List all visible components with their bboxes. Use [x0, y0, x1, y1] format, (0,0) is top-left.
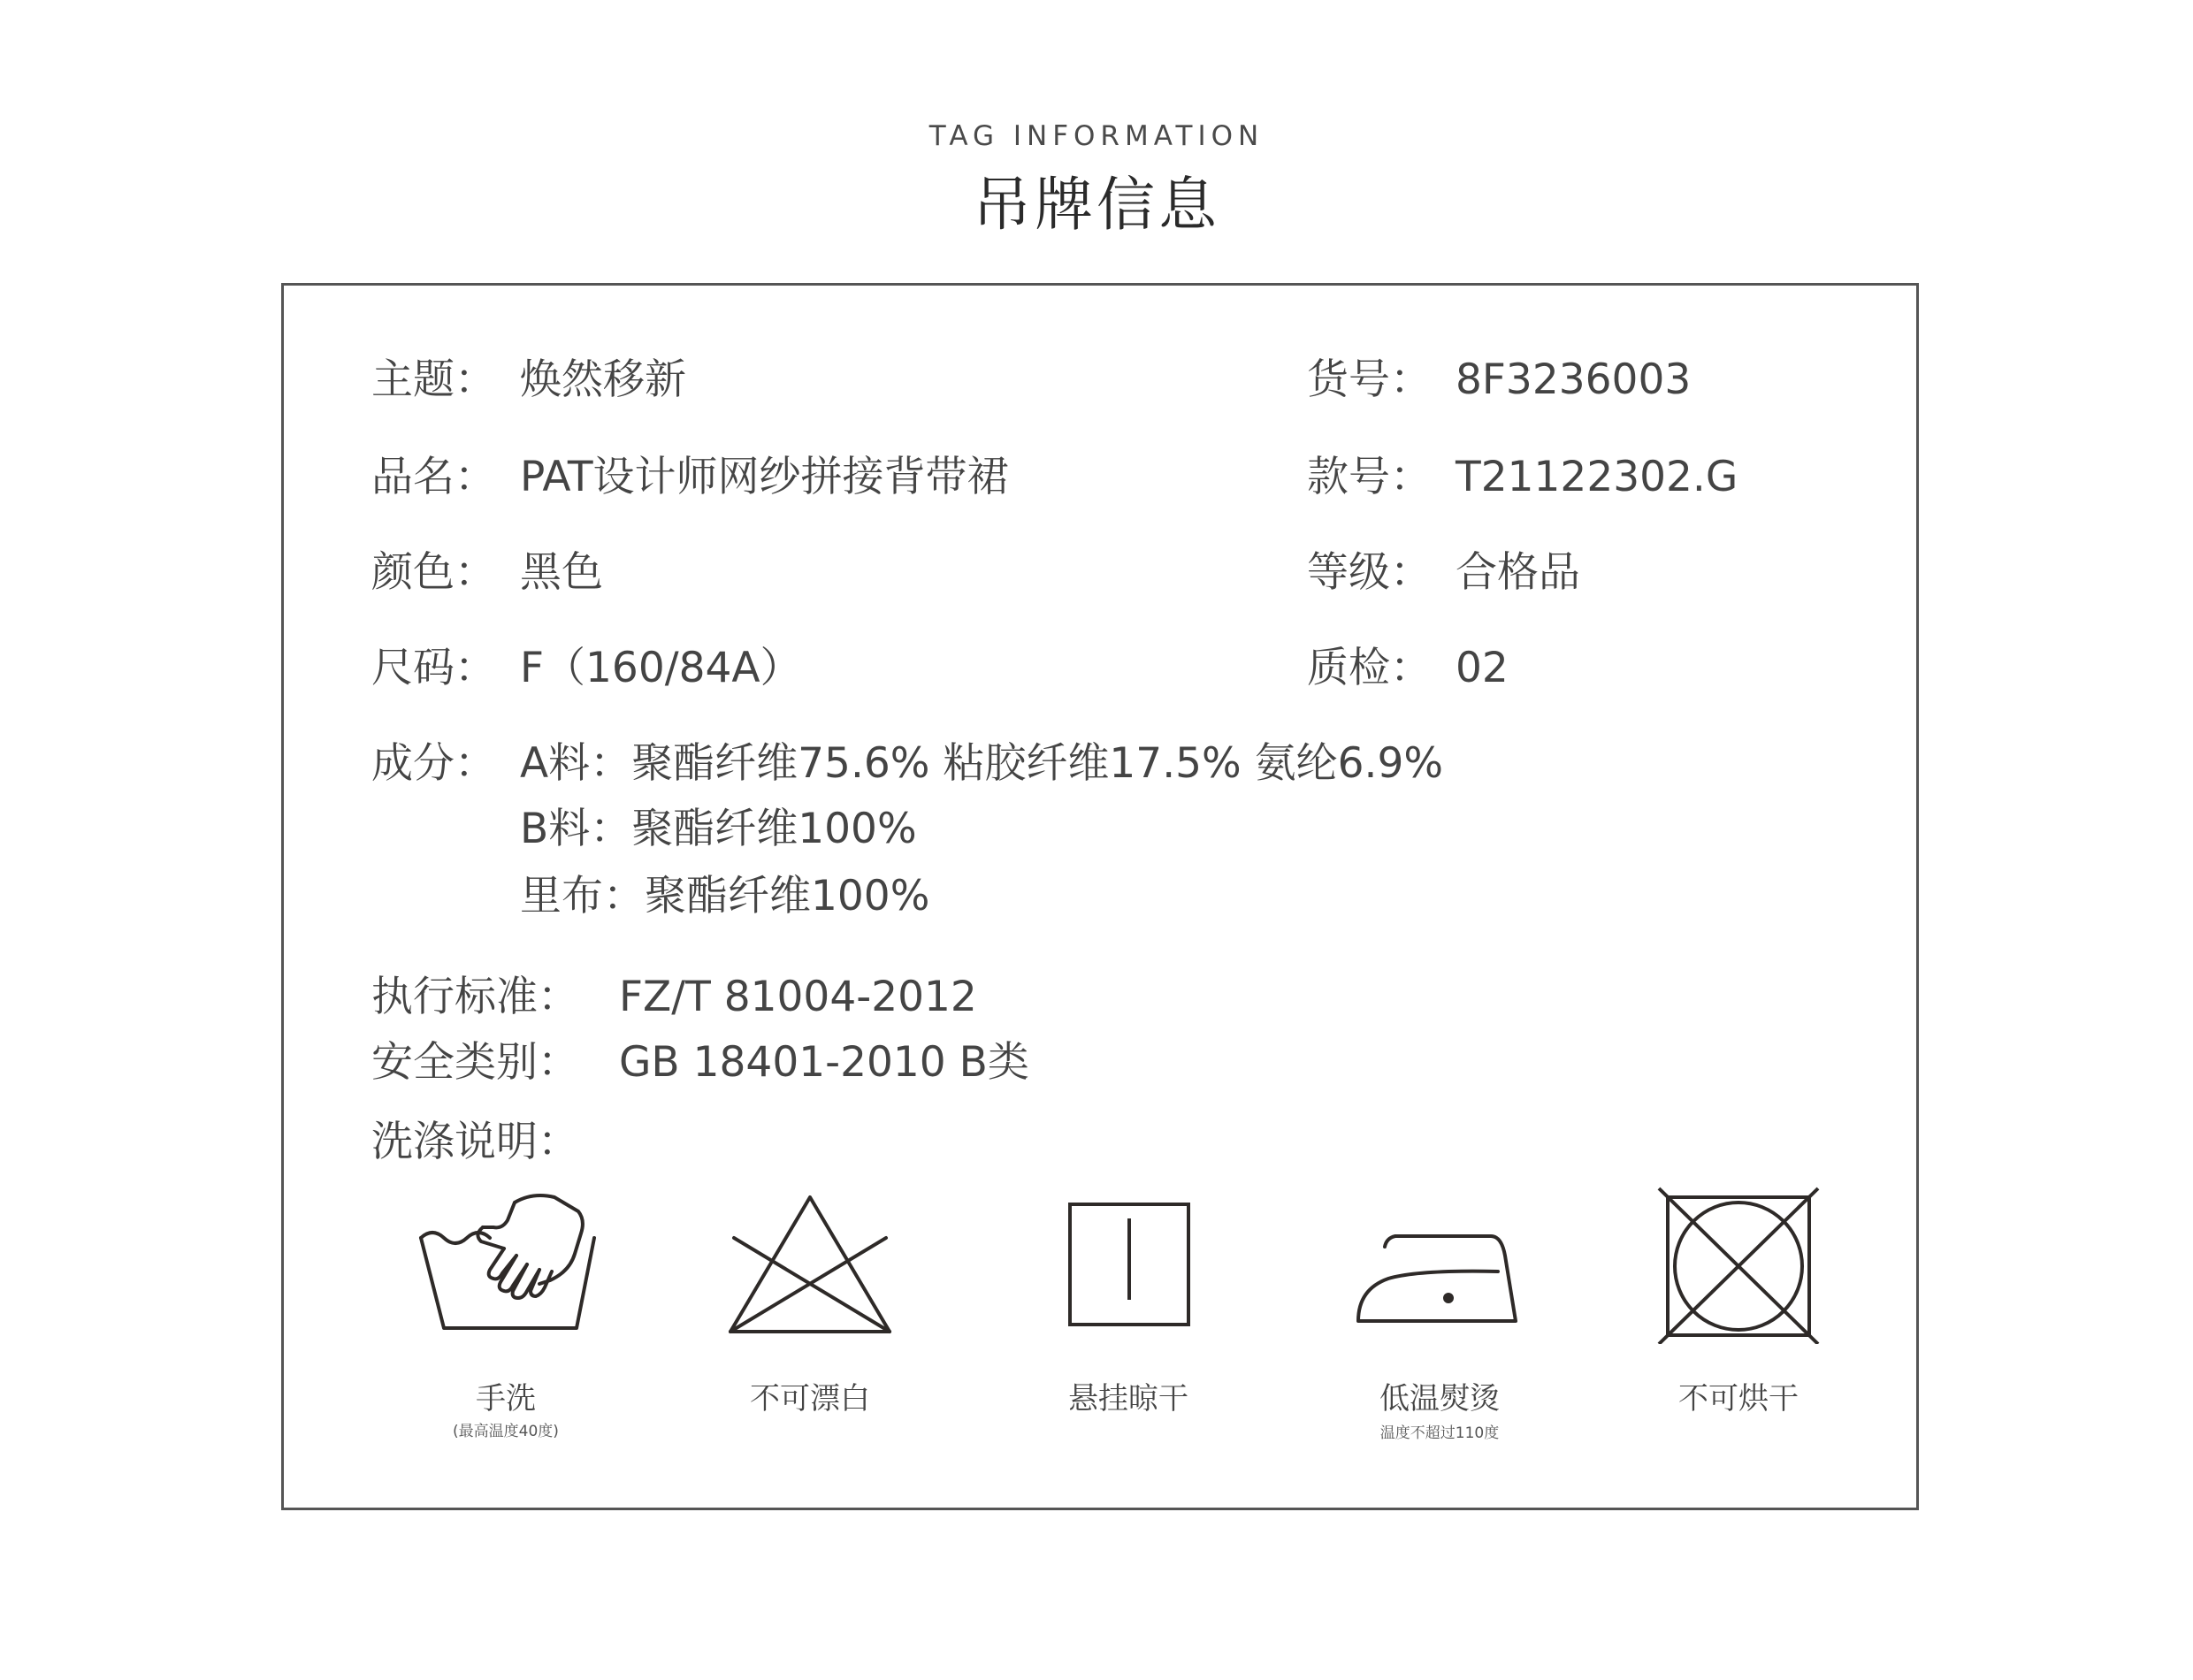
item-no-label: 货号：: [1307, 355, 1432, 404]
composition-line-b: B料：聚酯纤维100%: [520, 805, 917, 853]
grade-value: 合格品: [1456, 548, 1580, 597]
header-title: 吊牌信息: [973, 171, 1220, 239]
composition-label: 成分：: [371, 739, 496, 788]
safety-category-label: 安全类别：: [371, 1038, 579, 1087]
exec-standard-value: FZ/T 81004-2012: [619, 973, 977, 1021]
theme-value: 焕然移新: [520, 355, 686, 404]
no-bleach-icon: [713, 1185, 907, 1344]
style-no-value: T21122302.G: [1456, 453, 1738, 501]
name-label: 品名：: [371, 453, 496, 501]
no-bleach-label: 不可漂白: [750, 1381, 870, 1417]
care-instructions-label: 洗涤说明：: [371, 1118, 579, 1166]
grade-label: 等级：: [1307, 548, 1432, 597]
line-dry-icon: [1031, 1185, 1226, 1344]
line-dry-label: 悬挂晾干: [1068, 1381, 1188, 1417]
item-no-value: 8F3236003: [1456, 355, 1692, 404]
qc-label: 质检：: [1307, 644, 1432, 692]
exec-standard-label: 执行标准：: [371, 973, 579, 1021]
no-tumble-dry-icon: [1641, 1185, 1836, 1344]
hand-wash-label: 手洗: [476, 1381, 536, 1417]
composition-line-a: A料：聚酯纤维75.6% 粘胶纤维17.5% 氨纶6.9%: [520, 739, 1444, 788]
color-label: 颜色：: [371, 548, 496, 597]
low-iron-icon: [1342, 1185, 1537, 1344]
composition-line-lining: 里布：聚酯纤维100%: [520, 872, 930, 920]
size-value: F（160/84A）: [520, 644, 802, 692]
color-value: 黑色: [520, 548, 603, 597]
low-iron-sublabel: 温度不超过110度: [1379, 1424, 1500, 1442]
theme-label: 主题：: [371, 355, 496, 404]
qc-value: 02: [1456, 644, 1509, 692]
name-value: PAT设计师网纱拼接背带裙: [520, 453, 1009, 501]
header-subtitle-en: TAG INFORMATION: [928, 120, 1265, 152]
hand-wash-sublabel: (最高温度40度): [453, 1423, 559, 1440]
no-tumble-dry-label: 不可烘干: [1678, 1381, 1799, 1417]
style-no-label: 款号：: [1307, 453, 1432, 501]
low-iron-label: 低温熨烫: [1379, 1381, 1500, 1417]
hand-wash-icon: [409, 1185, 603, 1344]
safety-category-value: GB 18401-2010 B类: [619, 1038, 1029, 1087]
size-label: 尺码：: [371, 644, 496, 692]
